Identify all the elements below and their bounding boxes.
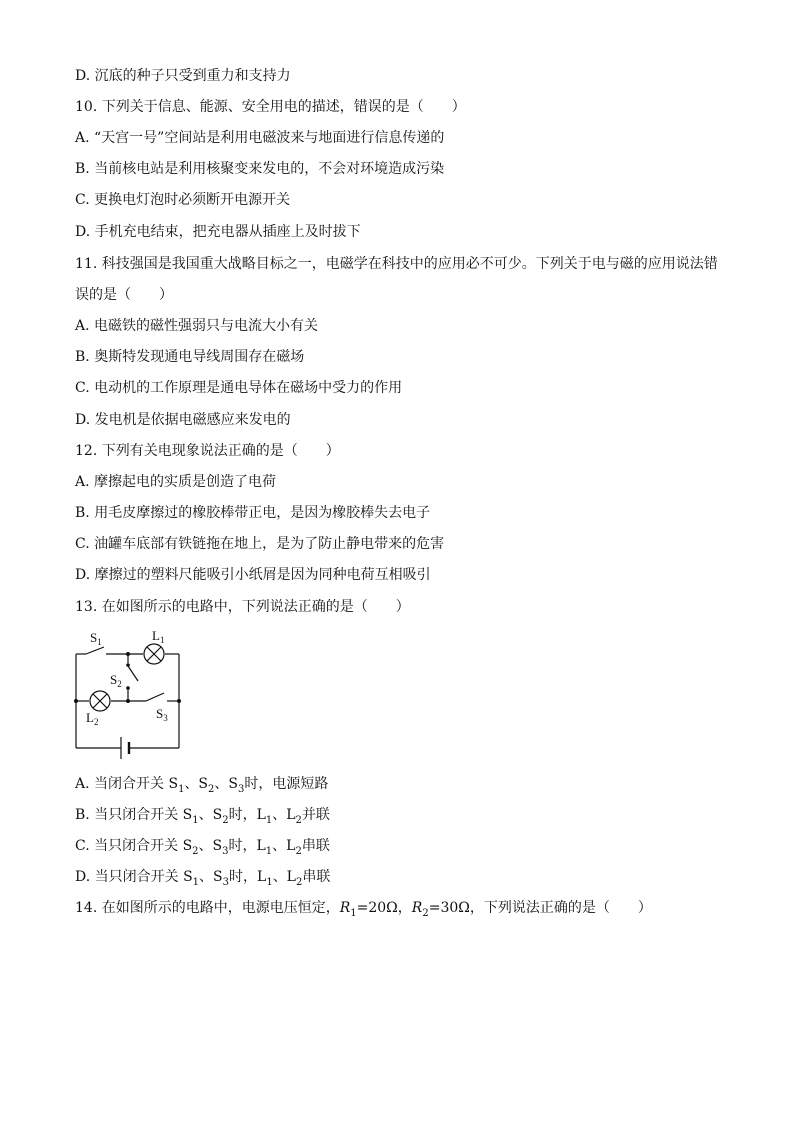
q11-stem-line-2: 误的是（ ） xyxy=(75,287,173,303)
q10-stem: 10. 下列关于信息、能源、安全用电的描述，错误的是（ ） xyxy=(75,99,466,115)
label-s3: $S_3$ xyxy=(156,706,168,723)
q10-option-d: D. 手机充电结束，把充电器从插座上及时拔下 xyxy=(75,224,361,240)
junction-top xyxy=(126,652,130,656)
q13-option-a: A. 当闭合开关 $S_1$、$S_2$、$S_3$时，电源短路 xyxy=(75,776,329,795)
junction-middle xyxy=(126,699,130,703)
q12-option-b: B. 用毛皮摩擦过的橡胶棒带正电，是因为橡胶棒失去电子 xyxy=(75,505,431,521)
q12-stem: 12. 下列有关电现象说法正确的是（ ） xyxy=(75,443,340,459)
q11-stem-line-1: 11. 科技强国是我国重大战略目标之一，电磁学在科技中的应用必不可少。下列关于电与磁的应用说法错 xyxy=(75,256,718,272)
circuit-diagram xyxy=(66,626,191,766)
q13-option-c: C. 当只闭合开关 $S_2$、$S_3$时，$L_1$、$L_2$串联 xyxy=(75,838,330,857)
q11-option-a: A. 电磁铁的磁性强弱只与电流大小有关 xyxy=(75,318,319,334)
q11-option-b: B. 奥斯特发现通电导线周围存在磁场 xyxy=(75,349,305,365)
q13-option-b: B. 当只闭合开关 $S_1$、$S_2$时，$L_1$、$L_2$并联 xyxy=(75,807,330,826)
q11-option-d: D. 发电机是依据电磁感应来发电的 xyxy=(75,412,291,428)
q13-stem: 13. 在如图所示的电路中，下列说法正确的是（ ） xyxy=(75,599,410,615)
q14-stem: 14. 在如图所示的电路中，电源电压恒定，$R_1=20\Omega$，$R_2=30\Omega$，下列说法正确的是（ ） xyxy=(75,900,652,919)
label-s2: $S_2$ xyxy=(110,672,122,689)
switch-s2-lever xyxy=(128,666,138,681)
q13-option-d: D. 当只闭合开关 $S_1$、$S_3$时，$L_1$、$L_2$串联 xyxy=(75,869,331,888)
label-l1: $L_1$ xyxy=(152,628,165,645)
q10-option-b: B. 当前核电站是利用核聚变来发电的，不会对环境造成污染 xyxy=(75,161,445,177)
switch-s3-lever xyxy=(146,693,164,701)
q12-option-c: C. 油罐车底部有铁链拖在地上，是为了防止静电带来的危害 xyxy=(75,536,445,552)
label-l2: $L_2$ xyxy=(86,710,99,727)
label-s1: $S_1$ xyxy=(90,630,102,647)
q10-option-a: A. “天宫一号”空间站是利用电磁波来与地面进行信息传递的 xyxy=(75,130,445,146)
q12-option-a: A. 摩擦起电的实质是创造了电荷 xyxy=(75,474,277,490)
junction-right xyxy=(177,699,181,703)
q12-option-d: D. 摩擦过的塑料尺能吸引小纸屑是因为同种电荷互相吸引 xyxy=(75,567,431,583)
junction-left xyxy=(74,699,78,703)
q11-option-c: C. 电动机的工作原理是通电导体在磁场中受力的作用 xyxy=(75,380,403,396)
switch-s1-lever xyxy=(86,647,104,654)
q10-option-c: C. 更换电灯泡时必须断开电源开关 xyxy=(75,192,291,208)
q9-option-d: D. 沉底的种子只受到重力和支持力 xyxy=(75,68,291,84)
